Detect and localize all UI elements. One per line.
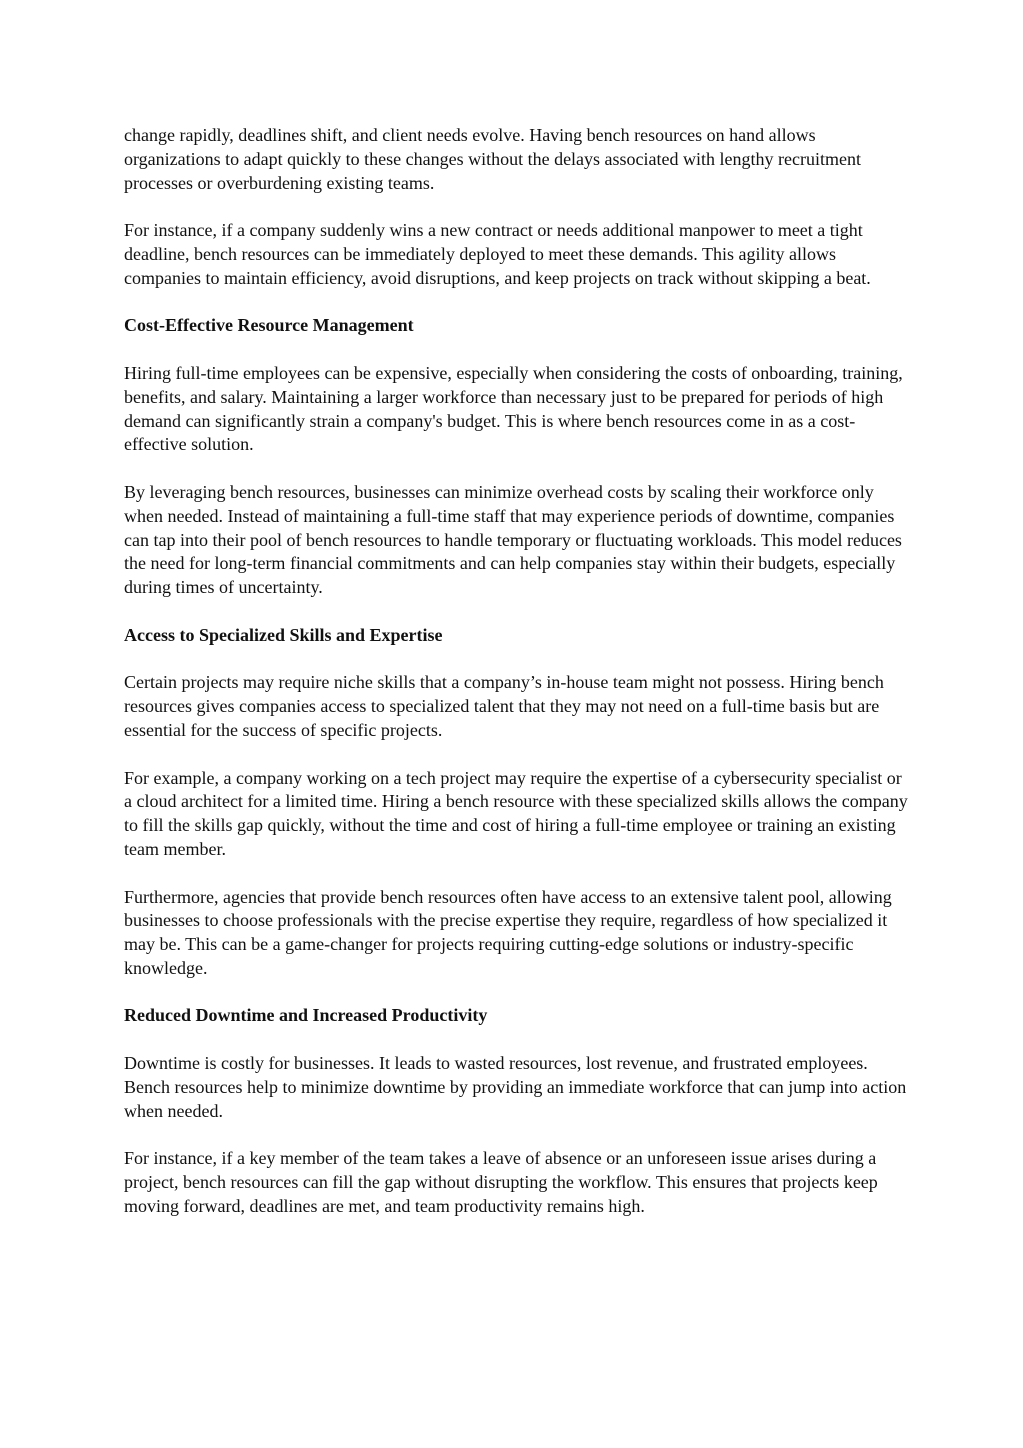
paragraph-downtime-costly: Downtime is costly for businesses. It leads to wasted resources, lost revenue, and frustrated employees. Bench resources help to minimize downtime by providing an immediate workforce that can jump into action when needed. bbox=[124, 1053, 907, 1121]
heading-specialized-skills: Access to Specialized Skills and Expertise bbox=[124, 624, 443, 645]
paragraph-leave-of-absence: For instance, if a key member of the team takes a leave of absence or an unforeseen issue arises during a project, bench resources can fill the gap without disrupting the workflow. This ensures that projects keep moving forward, deadlines are met, and team productivity remains high. bbox=[124, 1148, 878, 1216]
heading-reduced-downtime: Reduced Downtime and Increased Productivity bbox=[124, 1005, 488, 1026]
paragraph-intro-continuation: change rapidly, deadlines shift, and client needs evolve. Having bench resources on hand allows organizations to adapt quickly to these changes without the delays associated with lengthy recruitment processes or overburdening existing teams. bbox=[124, 125, 861, 193]
paragraph-niche-skills: Certain projects may require niche skills that a company’s in-house team might not possess. Hiring bench resources gives companies access to specialized talent that they may not need on a full-time basis but are essential for the success of specific projects. bbox=[124, 672, 884, 740]
paragraph-tech-example: For example, a company working on a tech project may require the expertise of a cybersecurity specialist or a cloud architect for a limited time. Hiring a bench resource with these specialized skills allows the company to fill the skills gap quickly, without the time and cost of hiring a full-time employee or training an existing team member. bbox=[124, 767, 908, 859]
heading-cost-effective: Cost-Effective Resource Management bbox=[124, 315, 414, 336]
paragraph-hiring-costs: Hiring full-time employees can be expensive, especially when considering the costs of onboarding, training, benefits, and salary. Maintaining a larger workforce than necessary just to be prepared for periods of high demand can significantly strain a company's budget. This is where bench resources come in as a cost-effective solution. bbox=[124, 362, 903, 455]
paragraph-leveraging-bench: By leveraging bench resources, businesses can minimize overhead costs by scaling their workforce only when needed. Instead of maintaining a full-time staff that may experience periods of downtime, companies can tap into their pool of bench resources to handle temporary or fluctuating workloads. This model reduces the need for long-term financial commitments and can help companies stay within their budgets, especially during times of uncertainty. bbox=[124, 481, 902, 598]
document-page bbox=[124, 124, 914, 1242]
paragraph-agility-example: For instance, if a company suddenly wins a new contract or needs additional manpower to meet a tight deadline, bench resources can be immediately deployed to meet these demands. This agility allows companies to maintain efficiency, avoid disruptions, and keep projects on track without skipping a beat. bbox=[124, 220, 871, 288]
paragraph-agencies-talent-pool: Furthermore, agencies that provide bench resources often have access to an extensive talent pool, allowing businesses to choose professionals with the precise expertise they require, regardless of how specialized it may be. This can be a game-changer for projects requiring cutting-edge solutions or industry-specific knowledge. bbox=[124, 886, 892, 978]
